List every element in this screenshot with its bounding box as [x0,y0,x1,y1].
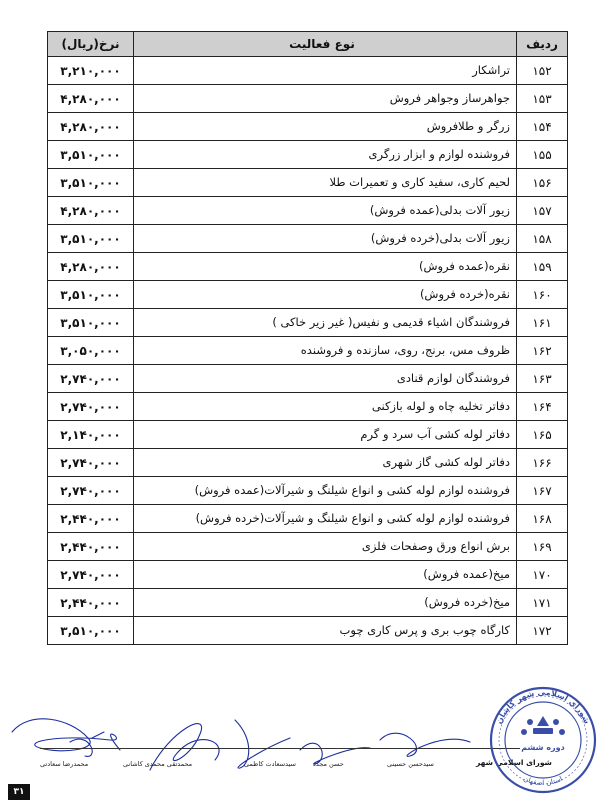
rate-cell: ۲,۷۴۰,۰۰۰ [48,561,134,589]
activity-type-cell: لحیم کاری، سفید کاری و تعمیرات طلا [134,169,517,197]
signatory-name: سیدسعادت کاظمی [244,760,296,768]
table-row [48,225,568,253]
row-number-cell: ۱۵۵ [517,141,568,169]
row-number-cell: ۱۵۹ [517,253,568,281]
table-row [48,85,568,113]
rate-cell: ۲,۱۴۰,۰۰۰ [48,421,134,449]
stamp-center-text: دوره ششم [521,743,565,752]
activity-type-cell: نقره(عمده فروش) [134,253,517,281]
activity-type-cell: نقره(خرده فروش) [134,281,517,309]
activity-type-cell: ظروف مس، برنج، روی، سازنده و فروشنده [134,337,517,365]
row-number-cell: ۱۶۶ [517,449,568,477]
table-row [48,337,568,365]
row-number-cell: ۱۵۲ [517,57,568,85]
table-row [48,393,568,421]
stamp-bottom-text: استان اصفهان [522,774,564,788]
row-number-cell: ۱۵۸ [517,225,568,253]
signature-scribble [12,719,120,751]
rate-cell: ۲,۷۴۰,۰۰۰ [48,393,134,421]
signature-scribble [70,732,104,756]
svg-text:استان اصفهان [522,775,564,787]
rate-cell: ۲,۷۴۰,۰۰۰ [48,365,134,393]
activity-type-cell: زیور آلات بدلی(خرده فروش) [134,225,517,253]
table-row [48,561,568,589]
activity-type-cell: میخ(عمده فروش) [134,561,517,589]
signatory-name: محمدرضا سعادتی [40,760,89,768]
activity-type-cell: فروشنده لوازم و ابزار زرگری [134,141,517,169]
rate-cell: ۳,۵۱۰,۰۰۰ [48,617,134,645]
activity-type-cell: فروشنده لوازم لوله کشی و انواع شیلنگ و شیرآلات(خرده فروش) [134,505,517,533]
table-row [48,365,568,393]
signatory-name: سیدحسن حسینی [387,760,434,768]
row-number-cell: ۱۵۷ [517,197,568,225]
row-number-cell: ۱۶۴ [517,393,568,421]
table-row [48,533,568,561]
rate-cell: ۲,۷۴۰,۰۰۰ [48,477,134,505]
row-number-cell: ۱۵۴ [517,113,568,141]
row-number-cell: ۱۶۷ [517,477,568,505]
table-header-row [48,32,568,57]
rate-cell: ۳,۲۱۰,۰۰۰ [48,57,134,85]
table-row [48,113,568,141]
row-number-cell: ۱۶۲ [517,337,568,365]
rate-cell: ۳,۵۱۰,۰۰۰ [48,281,134,309]
signatory-name: حسن مجدد [313,760,344,768]
activity-type-cell: جواهرساز وجواهر فروش [134,85,517,113]
stamp-ring-text: شورای اسلامی شهر کاشان [494,687,592,726]
rate-cell: ۴,۲۸۰,۰۰۰ [48,253,134,281]
row-number-cell: ۱۶۸ [517,505,568,533]
row-number-cell: ۱۶۰ [517,281,568,309]
council-stamp-seal [478,678,608,796]
activity-type-cell: فروشنده لوازم لوله کشی و انواع شیلنگ و شیرآلات(عمده فروش) [134,477,517,505]
activity-type-cell: برش انواع ورق وصفحات فلزی [134,533,517,561]
row-number-cell: ۱۶۹ [517,533,568,561]
signatory-name: محمدتقی محمدی کاشانی [123,760,193,768]
row-number-cell: ۱۷۱ [517,589,568,617]
table-row [48,505,568,533]
council-title: شورای اسلامی شهر [476,758,552,767]
activity-type-cell: فروشندگان لوازم قنادی [134,365,517,393]
signature-scribble [380,733,470,756]
activity-type-cell: زیور آلات بدلی(عمده فروش) [134,197,517,225]
row-number-cell: ۱۶۱ [517,309,568,337]
table-row [48,197,568,225]
activity-type-cell: دفاتر لوله کشی گاز شهری [134,449,517,477]
table-row [48,617,568,645]
table-row [48,281,568,309]
row-number-cell: ۱۵۶ [517,169,568,197]
rate-cell: ۲,۴۴۰,۰۰۰ [48,533,134,561]
table-row [48,57,568,85]
activity-type-cell: کارگاه چوب بری و پرس کاری چوب [134,617,517,645]
rate-cell: ۲,۷۴۰,۰۰۰ [48,449,134,477]
row-number-cell: ۱۶۵ [517,421,568,449]
rate-cell: ۳,۵۱۰,۰۰۰ [48,169,134,197]
table-body [48,57,568,645]
row-number-cell: ۱۷۲ [517,617,568,645]
table-row [48,169,568,197]
row-number-cell: ۱۶۳ [517,365,568,393]
table-row [48,421,568,449]
table-row [48,253,568,281]
table-row [48,141,568,169]
signature-line [40,748,520,749]
rate-cell: ۳,۵۱۰,۰۰۰ [48,141,134,169]
rate-cell: ۴,۲۸۰,۰۰۰ [48,197,134,225]
row-number-cell: ۱۵۳ [517,85,568,113]
rate-cell: ۲,۴۴۰,۰۰۰ [48,505,134,533]
rate-cell: ۲,۴۴۰,۰۰۰ [48,589,134,617]
table-row [48,449,568,477]
page-number: ۳۱ [8,784,30,800]
header-rate: نرخ(ریال) [48,32,134,57]
activity-type-cell: دفاتر تخلیه چاه و لوله بازکنی [134,393,517,421]
activity-type-cell: فروشندگان اشیاء قدیمی و نفیس( غیر زیر خاکی ) [134,309,517,337]
row-number-cell: ۱۷۰ [517,561,568,589]
rate-cell: ۴,۲۸۰,۰۰۰ [48,85,134,113]
activity-type-cell: تراشکار [134,57,517,85]
table-row [48,589,568,617]
table-row [48,309,568,337]
header-row-number: ردیف [517,32,568,57]
rates-table [47,31,568,645]
rate-cell: ۳,۵۱۰,۰۰۰ [48,309,134,337]
rate-cell: ۴,۲۸۰,۰۰۰ [48,113,134,141]
table-row [48,477,568,505]
activity-type-cell: میخ(خرده فروش) [134,589,517,617]
activity-type-cell: دفاتر لوله کشی آب سرد و گرم [134,421,517,449]
rate-cell: ۳,۵۱۰,۰۰۰ [48,225,134,253]
rate-cell: ۳,۰۵۰,۰۰۰ [48,337,134,365]
activity-type-cell: زرگر و طلافروش [134,113,517,141]
header-activity-type: نوع فعالیت [134,32,517,57]
